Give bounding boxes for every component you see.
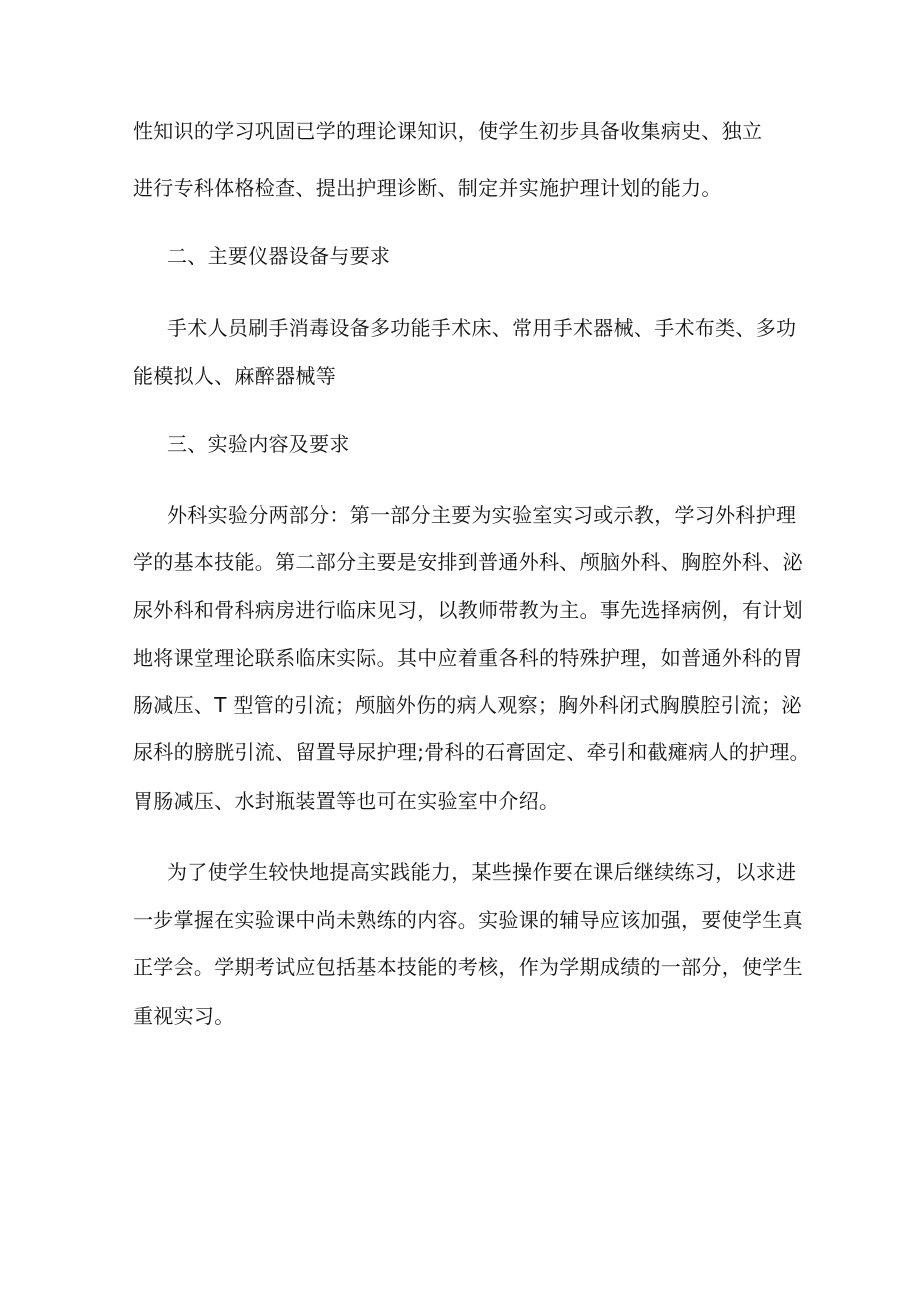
paragraph-3-line-2: 学的基本技能。第二部分主要是安排到普通外科、颅脑外科、胸腔外科、泌 <box>133 550 803 574</box>
paragraph-1-line-1: 性知识的学习巩固已学的理论课知识，使学生初步具备收集病史、独立 <box>133 119 763 143</box>
paragraph-4-line-4: 重视实习。 <box>133 1004 235 1028</box>
paragraph-3-line-3: 尿外科和骨科病房进行临床见习，以教师带教为主。事先选择病例，有计划 <box>133 598 803 622</box>
paragraph-2-line-1: 手术人员刷手消毒设备多功能手术床、常用手术器械、手术布类、多功 <box>167 316 797 340</box>
paragraph-4-line-2: 一步掌握在实验课中尚未熟练的内容。实验课的辅导应该加强，要使学生真 <box>133 908 803 932</box>
section-heading-content: 三、实验内容及要求 <box>167 432 350 456</box>
paragraph-3-line-4: 地将课堂理论联系临床实际。其中应着重各科的特殊护理，如普通外科的胃 <box>133 646 803 670</box>
paragraph-3-line-5: 肠减压、T 型管的引流；颅脑外伤的病人观察；胸外科闭式胸膜腔引流；泌 <box>133 693 802 717</box>
paragraph-2-line-2: 能模拟人、麻醉器械等 <box>133 364 336 388</box>
paragraph-4-line-3: 正学会。学期考试应包括基本技能的考核，作为学期成绩的一部分，使学生 <box>133 955 803 979</box>
paragraph-1-line-2: 进行专科体格检查、提出护理诊断、制定并实施护理计划的能力。 <box>133 176 722 200</box>
paragraph-3-line-7: 胃肠减压、水封瓶装置等也可在实验室中介绍。 <box>133 789 560 813</box>
paragraph-3-line-1: 外科实验分两部分：第一部分主要为实验室实习或示教，学习外科护理 <box>167 503 797 527</box>
section-heading-equipment: 二、主要仪器设备与要求 <box>167 244 391 268</box>
paragraph-3-line-6: 尿科的膀胱引流、留置导尿护理;骨科的石膏固定、牵引和截瘫病人的护理。 <box>133 740 810 764</box>
paragraph-4-line-1: 为了使学生较快地提高实践能力，某些操作要在课后继续练习，以求进 <box>167 860 797 884</box>
